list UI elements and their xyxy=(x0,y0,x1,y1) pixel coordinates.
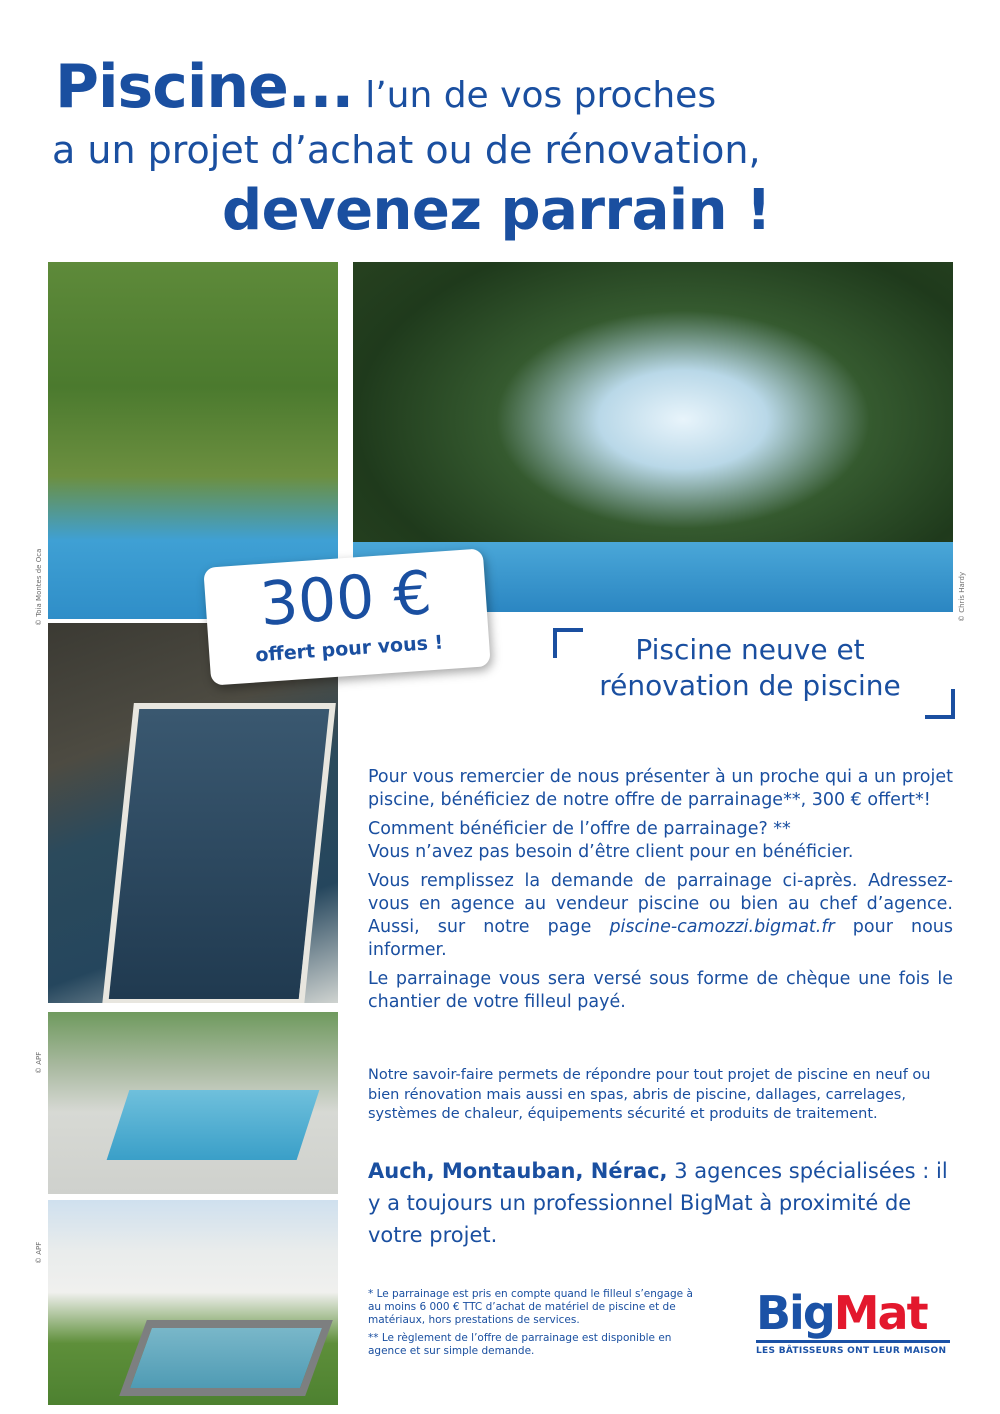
logo-tagline: LES BÂTISSEURS ONT LEUR MAISON xyxy=(756,1346,947,1356)
agences-rest: 3 agences spécialisées : il y a toujours un professionnel BigMat à proximité de votre projet. xyxy=(368,1159,948,1247)
headline-proche: l’un de vos proches xyxy=(365,75,717,116)
offer-subtext: offert pour vous ! xyxy=(254,631,444,667)
headline-line2: a un projet d’achat ou de rénovation, xyxy=(52,128,761,172)
section-subtitle xyxy=(560,632,940,704)
photo-dark-pool xyxy=(48,623,338,1003)
headline-piscine: Piscine... xyxy=(55,52,354,122)
subtitle-line2: rénovation de piscine xyxy=(599,669,901,702)
footnotes xyxy=(368,1288,708,1363)
body-p3-text: Vous remplissez la demande de parrainage ci-après. Adressez-vous en agence au vendeur piscine ou bien au chef d’agence. Aussi, sur notre page xyxy=(368,871,953,937)
body-paragraph-3 xyxy=(368,870,953,962)
headline-line1 xyxy=(55,52,716,122)
logo-wordmark xyxy=(756,1288,952,1338)
photo-terrace-pool xyxy=(48,1012,338,1194)
credit-terrace: © APF xyxy=(35,1051,43,1074)
logo-big: Big xyxy=(756,1286,834,1340)
photo-house-pool xyxy=(48,1200,338,1405)
body-no-client: Vous n’avez pas besoin d’être client pour en bénéficier. xyxy=(368,842,854,862)
credit-kids: © Toia Montes de Oca xyxy=(35,548,43,626)
body-paragraph-2 xyxy=(368,818,953,864)
footnote-1: * Le parrainage est pris en compte quand le filleul s’engage à au moins 6 000 € TTC d’achat de matériel de piscine et de matériaux, hors prestations de services. xyxy=(368,1288,693,1326)
offer-badge xyxy=(203,548,491,685)
credit-splash: © Chris Hardy xyxy=(958,571,966,622)
offer-amount: 300 € xyxy=(257,558,434,640)
body-p3-end: pour nous informer. xyxy=(368,917,954,960)
body-paragraph-4: Le parrainage vous sera versé sous forme de chèque une fois le chantier de votre filleul payé. xyxy=(368,969,953,1012)
body-text xyxy=(368,766,953,1020)
logo-mat: Mat xyxy=(833,1286,927,1340)
website-link[interactable]: piscine-camozzi.bigmat.fr xyxy=(609,917,835,937)
credit-house: © APF xyxy=(35,1241,43,1264)
body-paragraph-1: Pour vous remercier de nous présenter à un proche qui a un projet piscine, bénéficiez de notre offre de parrainage**, 300 € offert*! xyxy=(368,767,953,810)
logo-rule xyxy=(756,1340,950,1343)
footnote-2: ** Le règlement de l’offre de parrainage est disponible en agence et sur simple demande. xyxy=(368,1332,672,1357)
headline-parrain: devenez parrain ! xyxy=(222,178,771,243)
bigmat-logo xyxy=(756,1288,952,1356)
savoir-faire-text: Notre savoir-faire permets de répondre pour tout projet de piscine en neuf ou bien rénovation mais aussi en spas, abris de piscine, dallages, carrelages, systèmes de chaleur, équipements sécurité et produits de traitement. xyxy=(368,1067,931,1122)
agences-text xyxy=(368,1155,958,1251)
agences-cities: Auch, Montauban, Nérac, xyxy=(368,1159,668,1183)
body-question: Comment bénéficier de l’offre de parrainage? ** xyxy=(368,819,791,839)
subtitle-line1: Piscine neuve et xyxy=(635,633,865,666)
